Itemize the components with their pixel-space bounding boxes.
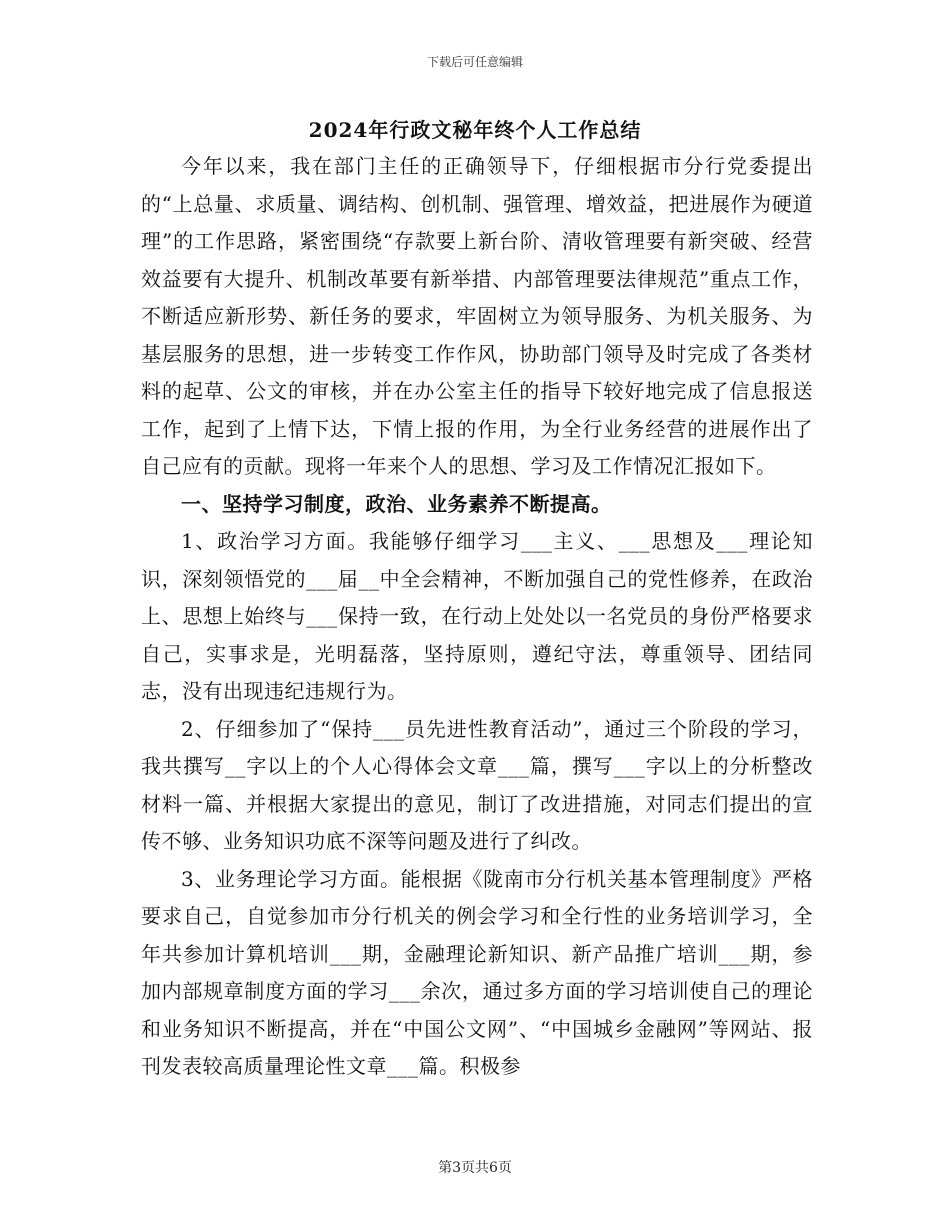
paragraph-education-activity: 2、仔细参加了“保持___员先进性教育活动”，通过三个阶段的学习，我共撰写__字以上的个人心得体会文章___篇，撰写___字以上的分析整改材料一篇、并根据大家提出的意见，制订了改进措施，对同志们提出的宣传不够、业务知识功底不深等问题及进行了纠改。 (141, 716, 813, 853)
header-note: 下载后可任意编辑 (426, 55, 523, 69)
section-heading: 一、坚持学习制度，政治、业务素养不断提高。 (181, 491, 612, 516)
paragraph-intro: 今年以来，我在部门主任的正确领导下，仔细根据市分行党委提出的“上总量、求质量、调结构、创机制、强管理、增效益，把进展作为硬道理”的工作思路，紧密围绕“存款要上新台阶、清收管理要有新突破、经营效益要有大提升、机制改革要有新举措、内部管理要法律规范”重点工作，不断适应新形势、新任务的要求，牢固树立为领导服务、为机关服务、为基层服务的思想，进一步转变工作作风，协助部门领导及时完成了各类材料的起草、公文的审核，并在办公室主任的指导下较好地完成了信息报送工作，起到了上情下达，下情上报的作用，为全行业务经营的进展作出了自己应有的贡献。现将一年来个人的思想、学习及工作情况汇报如下。 (141, 154, 813, 478)
document-body (141, 148, 813, 1086)
paragraph-business-study: 3、业务理论学习方面。能根据《陇南市分行机关基本管理制度》严格要求自己，自觉参加市分行机关的例会学习和全行性的业务培训学习，全年共参加计算机培训___期，金融理论新知识、新产品推广培训___期，参加内部规章制度方面的学习___余次，通过多方面的学习培训使自己的理论和业务知识不断提高，并在“中国公文网”、“中国城乡金融网”等网站、报刊发表较高质量理论性文章___篇。积极参 (141, 866, 813, 1078)
document-title: 2024年行政文秘年终个人工作总结 (308, 118, 642, 142)
page-number: 第3页共6页 (438, 1160, 512, 1176)
paragraph-political-study: 1、政治学习方面。我能够仔细学习___主义、___思想及___理论知识，深刻领悟党的___届__中全会精神，不断加强自己的党性修养，在政治上、思想上始终与___保持一致，在行动上处处以一名党员的身份严格要求自己，实事求是，光明磊落，坚持原则，遵纪守法，尊重领导、团结同志，没有出现违纪违规行为。 (141, 529, 813, 703)
